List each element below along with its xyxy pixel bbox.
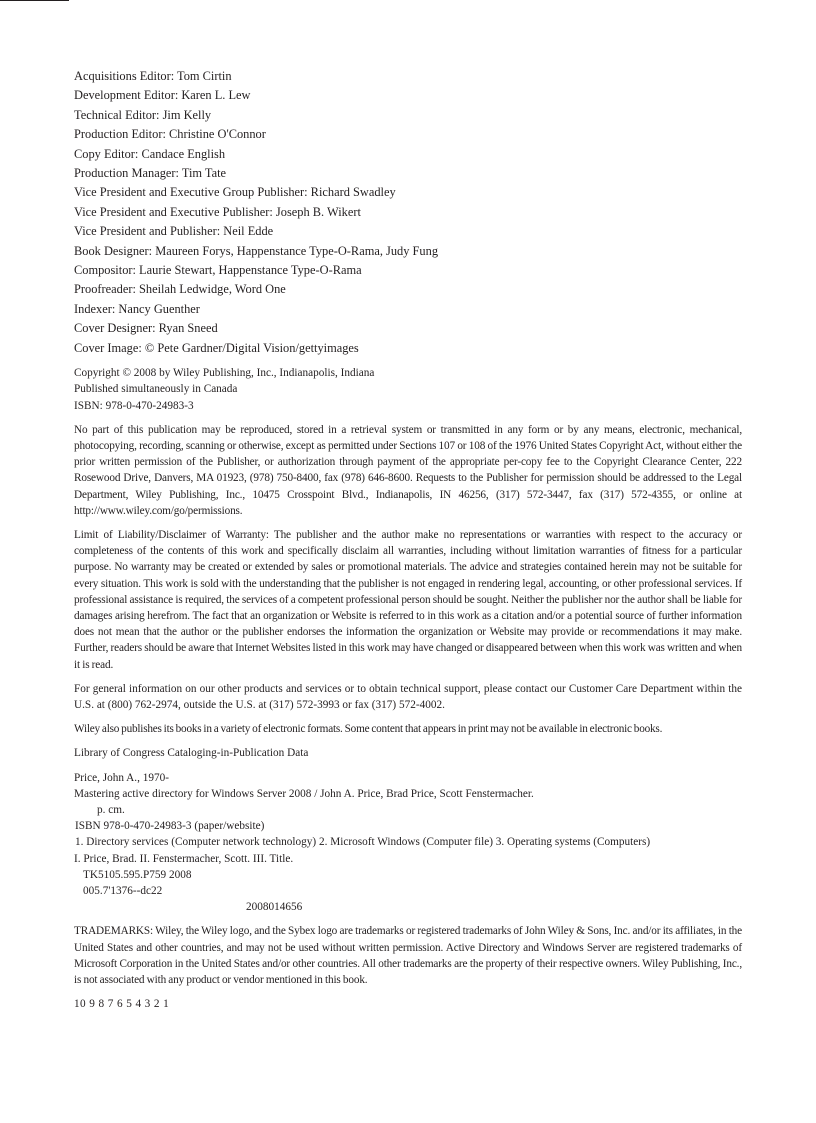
credit-indexer: Indexer: Nancy Guenther	[74, 301, 200, 316]
permissions-paragraph: No part of this publication may be reproduced, stored in a retrieval system or transmitted in any form or by any means, electronic, mechanical, photocopying, recording, scanning or otherwise, except as permitted under Sections 107 or 108 of the 1976 United States Copyright Act, without either the prior written permission of the Publisher, or authorization through payment of the appropriate per-copy fee to the Copyright Clearance Center, 222 Rosewood Drive, Danvers, MA 01923, (978) 750-8400, fax (978) 646-8600. Requests to the Publisher for permission should be addressed to the Legal Department, Wiley Publishing, Inc., 10475 Crosspoint Blvd., Indianapolis, IN 46256, (317) 572-3447, fax (317) 572-4355, or online at http://www.wiley.com/go/permissions.	[74, 423, 742, 517]
published-canada-line: Published simultaneously in Canada	[74, 383, 238, 396]
cip-control-number: 2008014656	[246, 901, 303, 914]
cip-dewey: 005.7'1376--dc22	[83, 884, 163, 897]
trademarks-paragraph: TRADEMARKS: Wiley, the Wiley logo, and the Sybex logo are trademarks or registered trademarks of John Wiley & Sons, Inc. and/or its affiliates, in the United States and other countries, and may not be used without written permission. Active Directory and Windows Server are registered trademarks of Microsoft Corporation in the United States and/or other countries. All other trademarks are the property of their respective owners. Wiley Publishing, Inc., is not associated with any product or vendor mentioned in this book.	[74, 925, 742, 986]
credit-publisher: Vice President and Publisher: Neil Edde	[74, 224, 274, 239]
copyright-line: Copyright © 2008 by Wiley Publishing, Inc., Indianapolis, Indiana	[74, 367, 375, 380]
credit-executive-publisher: Vice President and Executive Publisher: Joseph B. Wikert	[74, 204, 361, 219]
credit-production-manager: Production Manager: Tim Tate	[74, 166, 227, 181]
copyright-notice	[74, 365, 742, 414]
credit-cover-image: Cover Image: © Pete Gardner/Digital Vision/gettyimages	[74, 340, 359, 355]
cip-added-entries: I. Price, Brad. II. Fenstermacher, Scott. III. Title.	[74, 852, 294, 865]
credit-technical-editor: Technical Editor: Jim Kelly	[74, 107, 212, 122]
cip-author: Price, John A., 1970-	[74, 771, 169, 784]
credit-proofreader: Proofreader: Sheilah Ledwidge, Word One	[74, 282, 286, 297]
credit-cover-designer: Cover Designer: Ryan Sneed	[74, 321, 218, 336]
staff-credits	[74, 67, 742, 358]
credit-book-designer: Book Designer: Maureen Forys, Happenstance Type-O-Rama, Judy Fung	[74, 243, 439, 258]
credit-acquisitions-editor: Acquisitions Editor: Tom Cirtin	[74, 69, 232, 83]
isbn-line: ISBN: 978-0-470-24983-3	[74, 399, 194, 412]
credit-compositor: Compositor: Laurie Stewart, Happenstance Type-O-Rama	[74, 263, 362, 278]
cip-subjects: 1. Directory services (Computer network technology) 2. Microsoft Windows (Computer file) 3. Operating systems (Computers)	[75, 836, 651, 849]
corner-rule	[0, 0, 69, 1]
cip-isbn: ISBN 978-0-470-24983-3 (paper/website)	[75, 820, 265, 833]
electronic-formats-paragraph: Wiley also publishes its books in a variety of electronic formats. Some content that appears in print may not be available in electronic books.	[74, 723, 663, 736]
credit-development-editor: Development Editor: Karen L. Lew	[74, 88, 251, 103]
cip-lc-class: TK5105.595.P759 2008	[83, 868, 192, 881]
cip-heading: Library of Congress Cataloging-in-Publication Data	[74, 747, 309, 760]
cip-title: Mastering active directory for Windows Server 2008 / John A. Price, Brad Price, Scott Fenstermacher.	[74, 787, 534, 800]
support-paragraph: For general information on our other products and services or to obtain technical support, please contact our Customer Care Department within the U.S. at (800) 762-2974, outside the U.S. at (317) 572-3993 or fax (317) 572-4002.	[74, 682, 742, 711]
credit-executive-group-publisher: Vice President and Executive Group Publisher: Richard Swadley	[74, 185, 396, 200]
disclaimer-paragraph: Limit of Liability/Disclaimer of Warranty: The publisher and the author make no representations or warranties with respect to the accuracy or completeness of the contents of this work and specifically disclaim all warranties, including without limitation warranties of fitness for a particular purpose. No warranty may be created or extended by sales or promotional materials. The advice and strategies contained herein may not be suitable for every situation. This work is sold with the understanding that the publisher is not engaged in rendering legal, accounting, or other professional services. If professional assistance is required, the services of a competent professional person should be sought. Neither the publisher nor the author shall be liable for damages arising herefrom. The fact that an organization or Website is referred to in this work as a citation and/or a potential source of further information does not mean that the author or the publisher endorses the information the organization or Website may provide or recommendations it may make. Further, readers should be aware that Internet Websites listed in this work may have changed or disappeared between when this work was written and when it is read.	[74, 528, 742, 671]
credit-production-editor: Production Editor: Christine O'Connor	[74, 127, 266, 142]
copyright-page	[74, 67, 742, 1012]
cip-data	[74, 745, 742, 915]
printing-line: 10 9 8 7 6 5 4 3 2 1	[74, 998, 170, 1011]
cip-pages: p. cm.	[97, 803, 125, 816]
credit-copy-editor: Copy Editor: Candace English	[74, 146, 226, 161]
